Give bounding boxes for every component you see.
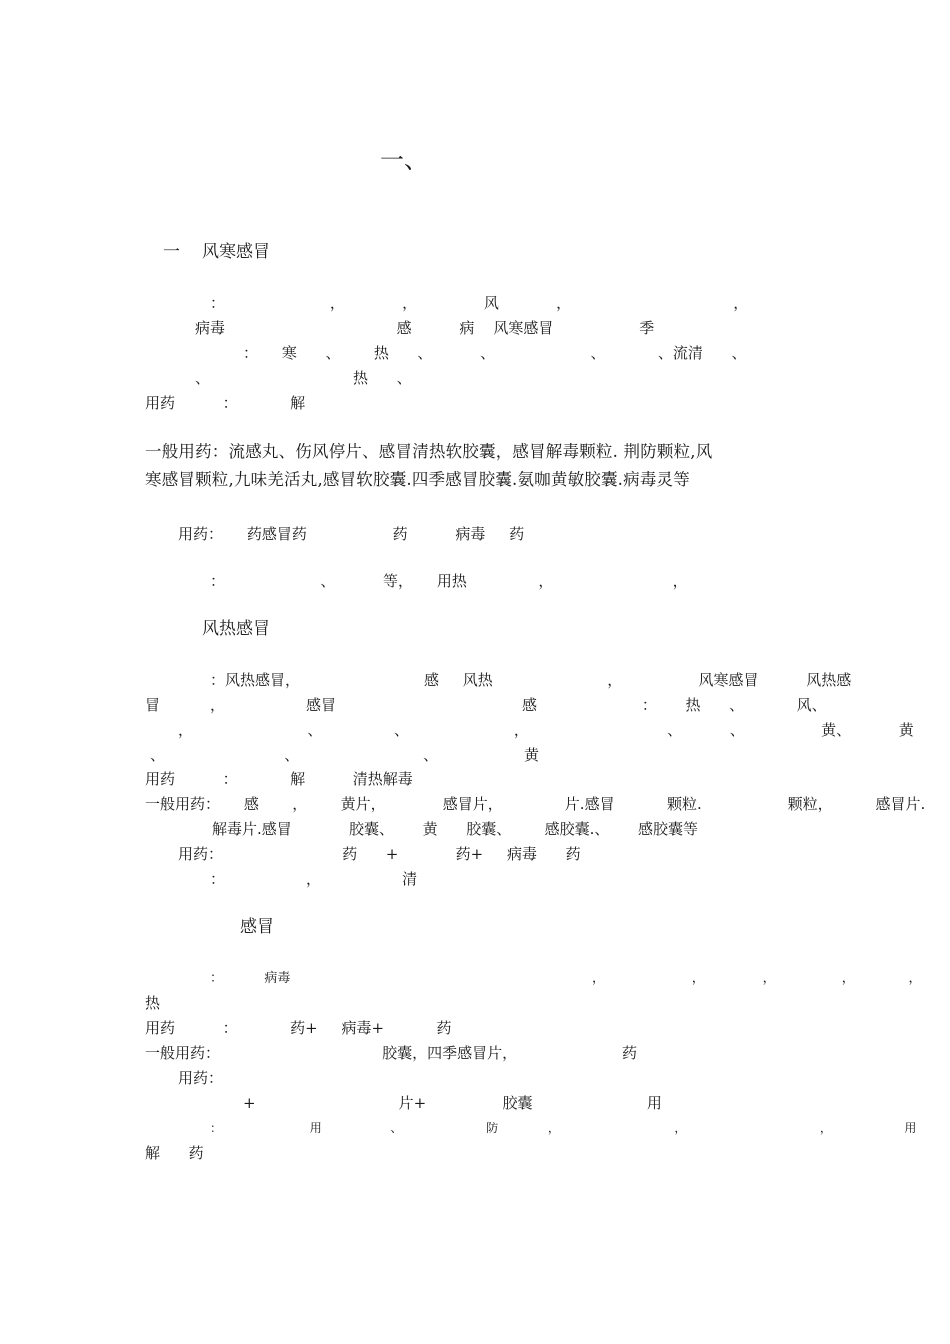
- section1-heading: 风寒感冒: [202, 242, 270, 262]
- section1-common-meds-1: 一般用药：流感丸、伤风停片、感冒清热软胶囊，感冒解毒颗粒. 荆防颗粒,风: [145, 442, 713, 461]
- section1-line1: ： ， ， 风 ， ，: [210, 294, 749, 312]
- section2-line8: 用药： 药 + 药+ 病毒 药: [178, 845, 581, 863]
- section3-line5: 用药：: [178, 1069, 224, 1087]
- section1-line5: 用药 ： 解: [145, 394, 306, 412]
- section3-line3: 用药 ： 药+ 病毒+ 药: [145, 1019, 452, 1037]
- section3-line7: ： 用 、 防 ， ， ， 用: [210, 1121, 917, 1135]
- section1-combo: 用药： 药感冒药 药 病毒 药: [178, 525, 525, 543]
- section2-line2b: ， 感冒 感 ： 热 、 风、: [210, 696, 827, 714]
- section3-line1: ： 病毒 ， ， ， ， ，: [210, 971, 922, 986]
- section2-line1: ：风热感冒， 感 风热 ， 风寒感冒 风热感: [210, 671, 852, 689]
- section3-line4: 一般用药： 胶囊，四季感冒片， 药: [145, 1044, 638, 1062]
- section1-heading-number: 一: [163, 242, 180, 262]
- section2-line3: ， 、 、 ， 、 、 黄、 黄: [178, 721, 914, 739]
- section2-heading: 风热感冒: [202, 619, 270, 639]
- section3-line8: 解 药: [145, 1144, 204, 1162]
- section2-line4: 、 、 、 黄: [150, 746, 539, 764]
- section1-line3: ： 寒 、 热 、 、 、 、流清 、: [243, 344, 747, 362]
- section1-common-meds-2: 寒感冒颗粒,九味羌活丸,感冒软胶囊.四季感冒胶囊.氨咖黄敏胶囊.病毒灵等: [145, 470, 690, 489]
- section2-line7: 解毒片.感冒 胶囊、 黄 胶囊、 感胶囊.、 感胶囊等: [212, 820, 698, 838]
- section2-line6: 一般用药： 感 ， 黄片， 感冒片， 片.感冒 颗粒. 颗粒， 感冒片.: [145, 795, 926, 813]
- section3-line2: 热: [145, 994, 161, 1012]
- section3-heading: 感冒: [240, 917, 274, 937]
- section1-line2: 病毒 感 病 风寒感冒 季: [195, 319, 655, 337]
- section2-line5: 用药 ： 解 清热解毒: [145, 770, 413, 788]
- section2-line2a: 冒: [145, 696, 161, 714]
- section1-note: ： 、 等， 用热 ， ，: [210, 572, 688, 590]
- document-title: 一、: [380, 146, 428, 174]
- section1-line4: 、 热 、: [195, 369, 412, 387]
- section2-line9: ： ， 清: [210, 870, 418, 888]
- section3-line6: + 片+ 胶囊 用: [243, 1094, 662, 1112]
